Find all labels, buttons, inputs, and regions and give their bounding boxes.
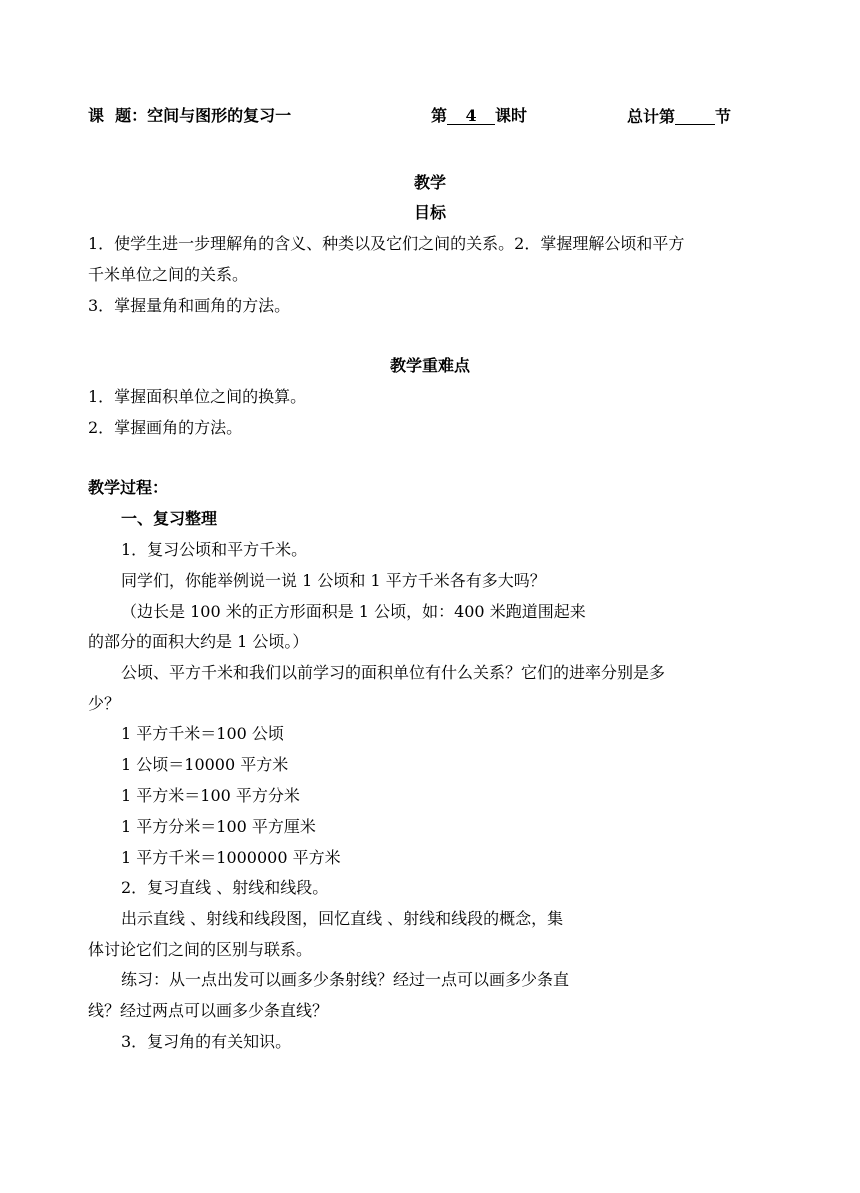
topic-line bbox=[88, 108, 291, 124]
item-1: 1．复习公顷和平方千米。 bbox=[121, 540, 308, 559]
key-point-2: 2．掌握画角的方法。 bbox=[88, 418, 243, 437]
item-3: 3．复习角的有关知识。 bbox=[121, 1032, 292, 1051]
total-number bbox=[675, 108, 715, 125]
lesson-suffix: 课时 bbox=[495, 106, 528, 125]
answer-1-line-2: 的部分的面积大约是 1 公顷。） bbox=[88, 632, 309, 651]
objectives-heading-2: 目标 bbox=[413, 203, 446, 222]
topic-label: 课 题： bbox=[88, 106, 148, 125]
section-1-heading: 一、复习整理 bbox=[121, 509, 218, 528]
key-points-heading: 教学重难点 bbox=[389, 356, 470, 375]
conversion-5: 1 平方千米＝1000000 平方米 bbox=[121, 848, 341, 867]
exercise-line-1: 练习：从一点出发可以画多少条射线？经过一点可以画多少条直 bbox=[121, 970, 570, 989]
lesson-count bbox=[431, 108, 527, 125]
lesson-number: 4 bbox=[447, 108, 495, 125]
paragraph-2-line-2: 体讨论它们之间的区别与联系。 bbox=[88, 940, 313, 959]
process-heading: 教学过程： bbox=[88, 478, 169, 497]
question-1: 同学们，你能举例说一说 1 公顷和 1 平方千米各有多大吗？ bbox=[121, 571, 546, 590]
lesson-prefix: 第 bbox=[431, 106, 448, 125]
conversion-1: 1 平方千米＝100 公顷 bbox=[121, 724, 284, 743]
total-suffix: 节 bbox=[715, 107, 732, 126]
exercise-line-2: 线？经过两点可以画多少条直线？ bbox=[88, 1001, 329, 1020]
paragraph-2-line-1: 出示直线 、射线和线段图，回忆直线 、射线和线段的概念，集 bbox=[121, 909, 564, 928]
total-count bbox=[627, 108, 731, 125]
answer-1-line-1: （边长是 100 米的正方形面积是 1 公顷，如：400 米跑道围起来 bbox=[121, 602, 586, 621]
total-prefix: 总计第 bbox=[627, 107, 676, 126]
key-point-1: 1．掌握面积单位之间的换算。 bbox=[88, 387, 307, 406]
question-2-line-2: 少？ bbox=[88, 694, 121, 713]
question-2-line-1: 公顷、平方千米和我们以前学习的面积单位有什么关系？它们的进率分别是多 bbox=[121, 663, 666, 682]
objectives-line-2: 千米单位之间的关系。 bbox=[88, 265, 249, 284]
conversion-3: 1 平方米＝100 平方分米 bbox=[121, 786, 300, 805]
objectives-line-3: 3．掌握量角和画角的方法。 bbox=[88, 296, 291, 315]
objectives-heading-1: 教学 bbox=[413, 173, 446, 192]
objectives-line-1: 1．使学生进一步理解角的含义、种类以及它们之间的关系。2．掌握理解公顷和平方 bbox=[88, 234, 685, 253]
conversion-2: 1 公顷＝10000 平方米 bbox=[121, 755, 289, 774]
item-2: 2．复习直线 、射线和线段。 bbox=[121, 878, 329, 897]
topic-title: 空间与图形的复习一 bbox=[147, 106, 292, 125]
conversion-4: 1 平方分米＝100 平方厘米 bbox=[121, 817, 316, 836]
